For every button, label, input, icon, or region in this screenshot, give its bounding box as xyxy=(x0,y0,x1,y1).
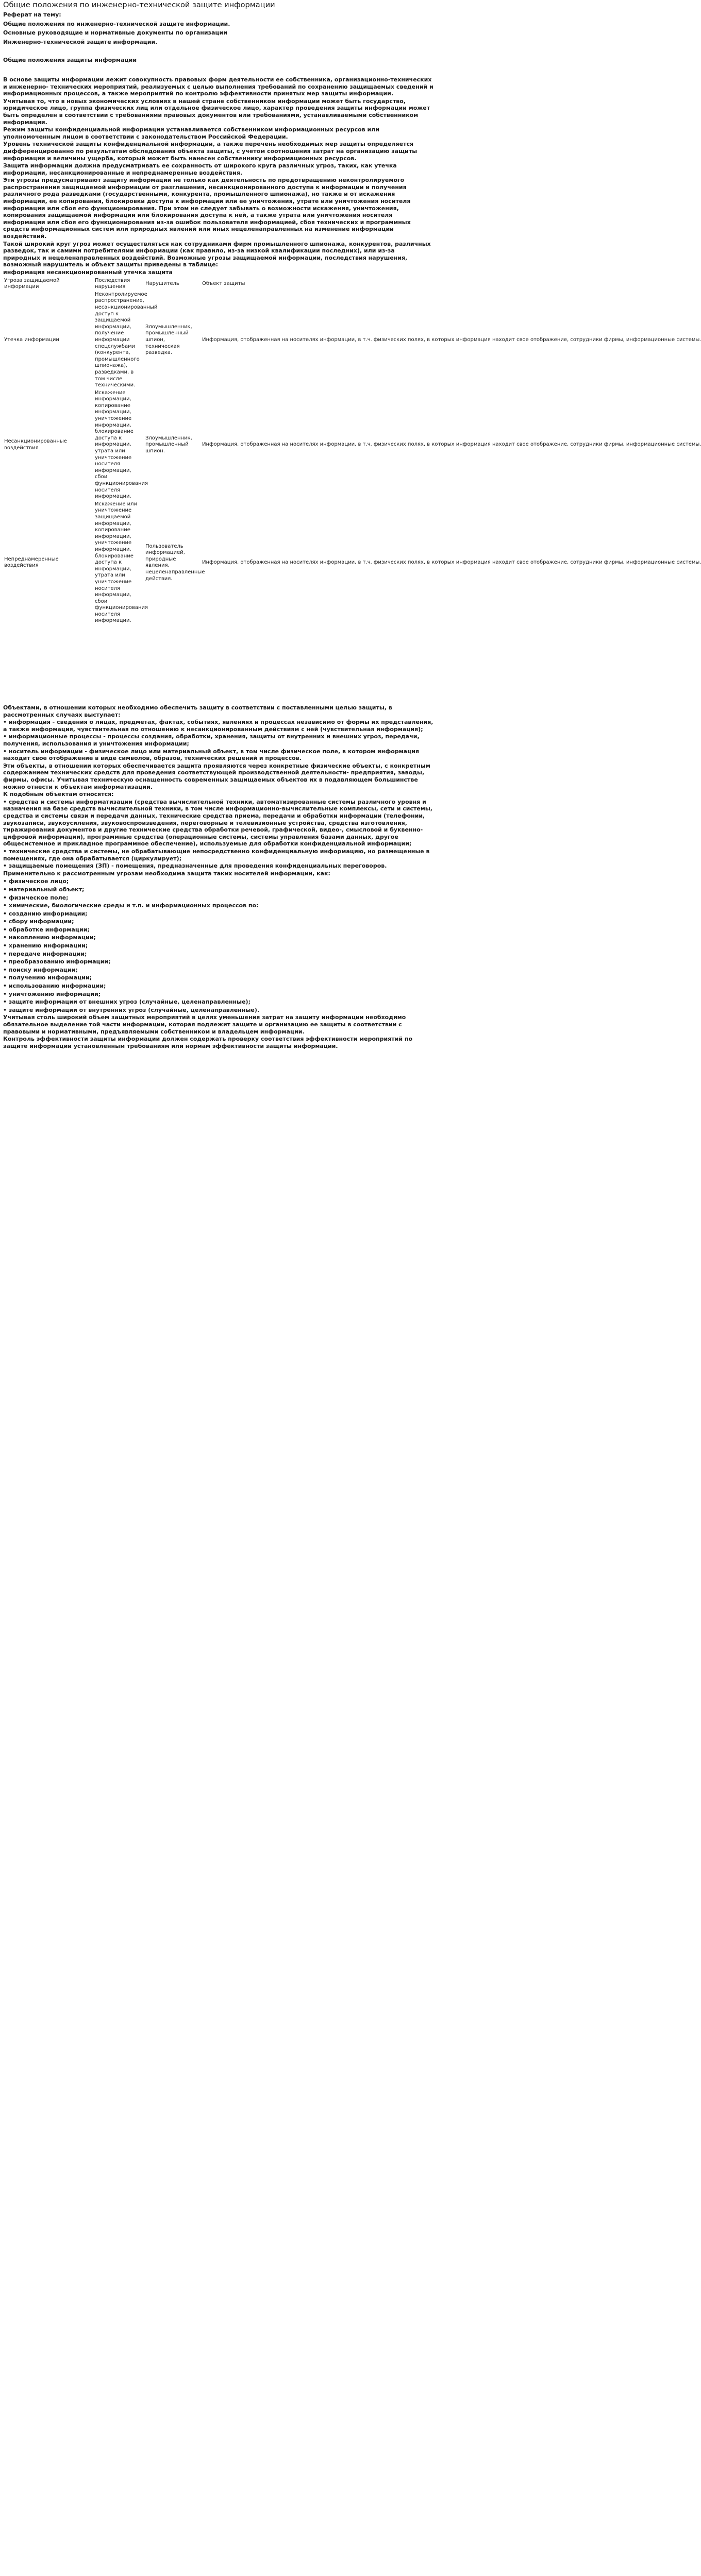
table-header-row xyxy=(3,277,437,291)
list-item: • созданию информации; xyxy=(3,910,88,917)
carriers-list xyxy=(3,878,433,909)
table-row xyxy=(3,389,437,501)
table-row xyxy=(3,501,437,625)
document-title: Общие положения по инженерно-технической защите информации xyxy=(3,1,275,9)
table-caption: информация несанкционированный утечка защита xyxy=(3,269,173,276)
list-item: • обработке информации; xyxy=(3,926,90,933)
paragraph: Эти объекты, в отношении которых обеспечивается защита проявляются через конкретные физические объекты, с конкретным содержанием технических средств для проведения соответствующей производственной деятельности- предприятия, заводы, фирмы, офисы. Учитывая техническую оснащенность современных защищаемых объектов их в подавляющем большинстве можно отнести к объектам информатизации. xyxy=(3,762,430,790)
list-item: • преобразованию информации; xyxy=(3,958,111,965)
paragraph: Контроль эффективности защиты информации должен содержать проверку соответствия эффективности мероприятий по защите информации установленным требованиям или нормам эффективности защиты информации. xyxy=(3,1036,413,1049)
body-block-2 xyxy=(3,704,433,877)
list-item: • передаче информации; xyxy=(3,950,87,957)
table-cell: Злоумышленник, промышленный шпион, техническая разведка. xyxy=(145,324,192,356)
list-item: • использованию информации; xyxy=(3,982,106,990)
paragraph: Защита информации должна предусматривать ее сохранность от широкого круга различных угроз, таких, как утечка информации, несанкционированные и непреднамеренные воздействия. xyxy=(3,162,397,176)
body-block-1 xyxy=(3,76,433,276)
list-item: • защите информации от внутренних угроз (случайные, целенаправленные). xyxy=(3,1006,260,1013)
paragraph: Режим защиты конфиденциальной информации устанавливается собственником информационных ресурсов или уполномоченным лицом в соответствии с законодательством Российской Федерации. xyxy=(3,126,379,140)
list-item: • накоплению информации; xyxy=(3,934,96,941)
paragraph: Эти угрозы предусматривают защиту информации не только как деятельность по предотвращению неконтролируемого распространения защищаемой информации от разглашения, несанкционированного доступа к информации и получения различного рода разведками (государственными, конкурента, промышленного шпионажа), но также и от искажения информации, ее копирования, блокировки доступа к информации или ее уничтожения, утрате или уничтожения носителя информации или сбоя его функционирования. При этом не следует забывать о возможности искажения, уничтожения, копирования защищаемой информации или блокирования доступа к ней, а также утрата или уничтожения носителя информации или сбоя его функционирования из-за ошибок пользователя информацией, сбоя технических и программных средств информационных систем или природных явлений или иных нецеленаправленных на изменение информации воздействий. xyxy=(3,177,411,240)
table-cell: Неконтролируемое распространение, несанкционированный доступ к защищаемой информации, получение информации спецслужбами (конкурента, промышленного шпионажа), разведками, в том числе техническими. xyxy=(95,291,158,388)
paragraph: Объектами, в отношении которых необходимо обеспечить защиту в соответствии с поставленными целью защиты, в рассмотренных случаях выступает: xyxy=(3,704,392,718)
paragraph: Учитывая то, что в новых экономических условиях в нашей стране собственником информации может быть государство, юридическое лицо, группа физических лиц или отдельное физическое лицо, характер проведения защиты информации может быть определен в соответствии с требованиями правовых документов или требованиями, устанавливаемыми собственником информации. xyxy=(3,97,430,126)
list-item: • химические, биологические среды и т.п. и информационных процессов по: xyxy=(3,902,259,909)
blank-space xyxy=(3,627,433,704)
table-header-cell: Угроза защищаемой информации xyxy=(4,277,60,290)
paragraph: К подобным объектам относятся: xyxy=(3,791,114,798)
list-item: • уничтожению информации; xyxy=(3,990,101,997)
toc-item: Инженерно-технической защите информации. xyxy=(3,38,158,45)
paragraph: В основе защиты информации лежит совокупность правовых форм деятельности ее собственника, организационно-технических и инженерно- технических мероприятий, реализуемых с целью выполнения требований по сохранению защищаемых сведений и информационных процессов, а также мероприятий по контролю эффективности принятых мер защиты информации. xyxy=(3,76,433,97)
paragraph: Уровень технической защиты конфиденциальной информации, а также перечень необходимых мер защиты определяется дифференцированно по результатам обследования объекта защиты, с учетом соотношения затрат на организацию защиты информации и величины ущерба, который может быть нанесен собственнику информационных ресурсов. xyxy=(3,141,418,162)
list-item: • защите информации от внешних угроз (случайные, целенаправленные); xyxy=(3,998,251,1006)
table-header-cell: Нарушитель xyxy=(145,280,179,286)
table-cell: Злоумышленник, промышленный шпион. xyxy=(145,435,192,454)
table-cell: Информация, отображенная на носителях информации, в т.ч. физических полях, в которых информация находит свое отображение, сотрудники фирмы, информационные системы. xyxy=(202,560,701,566)
table-cell: Непреднамеренные воздействия xyxy=(4,556,59,569)
processes-list xyxy=(3,910,433,1014)
table-cell: Утечка информации xyxy=(4,336,59,343)
section-title: Общие положения защиты информации xyxy=(3,57,137,64)
table-cell: Несанкционированные воздействия xyxy=(4,438,67,451)
toc-item: Основные руководящие и нормативные документы по организации xyxy=(3,29,227,37)
list-item: • хранению информации; xyxy=(3,942,88,950)
table-header-cell xyxy=(260,277,437,291)
bullet-paragraph: • информация - сведения о лицах, предметах, фактах, событиях, явлениях и процессах независимо от формы их представления, а также информация, чувствительная по отношению к несанкционированным действиям с ней (чувствительная информация); xyxy=(3,719,433,733)
bullet-paragraph: • средства и системы информатизации (средства вычислительной техники, автоматизированные системы различного уровня и назначения на базе средств вычислительной техники, в том числе информационно-вычислительные комплексы, сети и системы, средства и системы связи и передачи данных, технические средства приема, передачи и обработки информации (телефонии, звукозаписи, звукоусиления, звуковоспроизведения, переговорные и телевизионные устройства, средства изготовления, тиражирования документов и другие технические средства обработки речевой, графической, видео-, смысловой и буквенно-цифровой информации), программные средства (операционные системы, системы управления базами данных, другое общесистемное и прикладное программное обеспечение), используемые для обработки конфиденциальной информации; xyxy=(3,798,432,848)
list-item: • материальный объект; xyxy=(3,886,85,893)
bullet-paragraph: • носитель информации - физическое лицо или материальный объект, в том числе физическое поле, в котором информация находит свое отображение в виде символов, образов, технических решений и процессов. xyxy=(3,748,420,762)
list-item: • физическое поле; xyxy=(3,894,69,901)
table-cell: Искажение или уничтожение защищаемой информации, копирование информации, уничтожение информации, блокирование доступа к информации, утрата или уничтожение носителя информации, сбои функционирования носителя информации. xyxy=(95,501,148,624)
table-cell: Информация, отображенная на носителях информации, в т.ч. физических полях, в которых информация находит свое отображение, сотрудники фирмы, информационные системы. xyxy=(202,336,701,343)
table-header-cell: Объект защиты xyxy=(202,280,245,286)
paragraph: Учитывая столь широкий объем защитных мероприятий в целях уменьшения затрат на защиту информации необходимо обязательное выделение той части информации, которая подлежит защите и организацию ее защиты в соответствии с правовыми и нормативными, предъявляемыми собственником и владельцем информации. xyxy=(3,1014,406,1035)
table-cell: Пользователь информацией, природные явления, нецеленаправленные действия. xyxy=(145,543,205,582)
table-cell: Информация, отображенная на носителях информации, в т.ч. физических полях, в которых информация находит свое отображение, сотрудники фирмы, информационные системы. xyxy=(202,442,701,448)
body-block-3 xyxy=(3,1014,433,1049)
bullet-paragraph: • технические средства и системы, не обрабатывающие непосредственно конфиденциальную информацию, но размещенные в помещениях, где она обрабатывается (циркулирует); xyxy=(3,848,430,862)
table-row xyxy=(3,291,437,389)
bullet-paragraph: • информационные процессы - процессы создания, обработки, хранения, защиты от внутренних и внешних угроз, передачи, получения, использования и уничтожения информации; xyxy=(3,733,420,748)
table-header-cell: Последствия нарушения xyxy=(95,277,130,290)
list-item: • физическое лицо; xyxy=(3,878,69,885)
bullet-paragraph: • защищаемые помещения (ЗП) - помещения, предназначенные для проведения конфиденциальных переговоров. xyxy=(3,862,387,870)
list-item: • сбору информации; xyxy=(3,918,74,925)
threats-table xyxy=(3,277,701,625)
essay-label: Реферат на тему: xyxy=(3,11,61,18)
paragraph: Такой широкий круг угроз может осуществляться как сотрудниками фирм промышленного шпионажа, конкурентов, различных разведок, так и самими потребителями информации (как правило, из-за низкой квалификации последних), или из-за природных и нецеленаправленных воздействий. Возможные угрозы защищаемой информации, последствия нарушения, возможный нарушитель и объект защиты приведены в таблице: xyxy=(3,240,431,268)
toc-item: Общие положения по инженерно-технической защите информации. xyxy=(3,20,230,27)
paragraph: Применительно к рассмотренным угрозам необходима защита таких носителей информации, как: xyxy=(3,870,330,877)
list-item: • поиску информации; xyxy=(3,966,78,973)
list-item: • получению информации; xyxy=(3,974,92,981)
document-page xyxy=(0,0,701,1049)
table-cell: Искажение информации, копирование информации, уничтожение информации, блокирование доступа к информации, утрата или уничтожение носителя информации, сбои функционирования носителя информации. xyxy=(95,389,148,500)
